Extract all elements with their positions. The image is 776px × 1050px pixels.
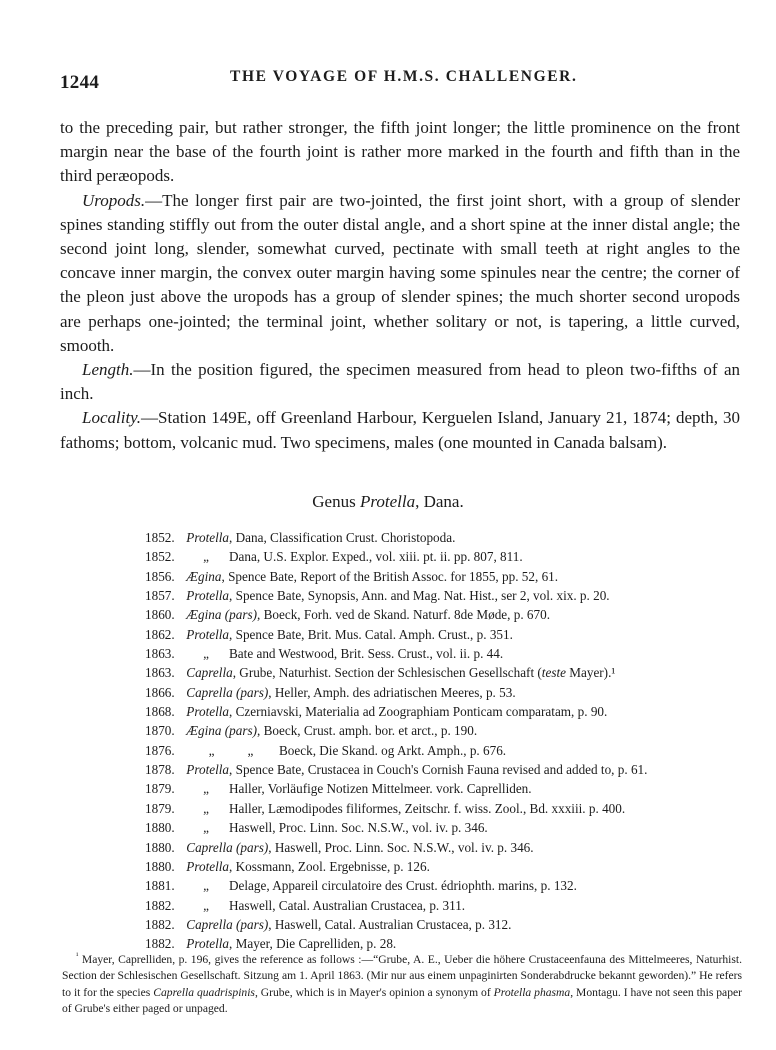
synonymy-year: 1857. [145,588,175,604]
synonymy-year: 1863. [145,646,175,662]
footnote-text [62,948,742,1017]
synonymy-entry [145,702,745,721]
synonymy-year: 1878. [145,762,175,778]
synonymy-text: , Kossmann, Zool. Ergebnisse, p. 126. [229,858,430,874]
synonymy-text: , Grube, Naturhist. Section der Schlesischen Gesellschaft ( [232,665,542,681]
synonymy-citation [229,644,503,663]
synonymy-citation [229,876,577,895]
synonymy-text: , Spence Bate, Synopsis, Ann. and Mag. Nat. Hist., ser 2, vol. xix. p. 20. [229,588,610,604]
synonymy-entry [145,818,745,837]
synonymy-citation [229,799,625,818]
synonymy-entry [145,547,745,566]
synonymy-entry [145,721,745,740]
footnote-marker: ¹ [76,951,79,960]
footnote-species-2: Protella phasma [493,985,571,999]
synonymy-entry [145,857,745,876]
synonymy-year: 1879. [145,800,175,816]
synonymy-year: 1866. [145,684,175,700]
synonymy-citation [183,625,513,644]
synonymy-year: 1868. [145,704,175,720]
uropods-text: —The longer first pair are two-jointed, the first joint short, with a group of slender spines standing stiffly out from the outer distal angle, and a short spine at the inner distal angle; the second joint long, slender, somewhat curved, pectinate with small teeth at right angles to the concave inner margin, the convex outer margin having some spinules near the centre; the corner of the pleon just above the uropods has a group of slender spines; the much shorter second uropods are perhaps one-jointed; the terminal joint, whether solitary or not, is tapering, a little curved, smooth. [60,190,740,355]
synonymy-citation [183,528,455,547]
synonymy-year: 1879. [145,781,175,797]
synonymy-citation [229,818,488,837]
synonymy-citation [229,779,532,798]
ditto-mark: „ [203,800,209,816]
genus-name: Protella [359,492,416,511]
synonymy-text: , Spence Bate, Crustacea in Couch's Cornish Fauna revised and added to, p. 61. [229,762,648,778]
synonymy-year: 1882. [145,897,175,913]
synonymy-citation [229,547,523,566]
synonymy-genus: Protella [186,530,230,545]
synonymy-list [145,528,745,954]
synonymy-entry [145,760,745,779]
synonymy-text: Bate and Westwood, Brit. Sess. Crust., vol. ii. p. 44. [229,646,504,662]
synonymy-entry [145,605,745,624]
synonymy-genus: Protella [186,588,230,604]
synonymy-text: Dana, U.S. Explor. Exped., vol. xiii. pt. ii. pp. 807, 811. [229,549,523,565]
locality-text: —Station 149E, off Greenland Harbour, Kerguelen Island, January 21, 1874; depth, 30 fathoms; bottom, volcanic mud. Two specimens, males (one mounted in Canada balsam). [60,408,740,452]
footnote [62,948,742,1017]
synonymy-genus: Ægina [186,568,222,584]
ditto-mark: „ [203,781,209,797]
uropods-label: Uropods. [82,190,146,210]
synonymy-citation [183,721,477,740]
synonymy-genus: Ægina (pars) [186,607,257,623]
synonymy-entry [145,663,745,682]
synonymy-citation [183,567,558,586]
synonymy-entry [145,528,745,547]
synonymy-text: , Haswell, Proc. Linn. Soc. N.S.W., vol. iv. p. 346. [268,839,534,855]
synonymy-citation [183,702,607,721]
synonymy-entry [145,896,745,915]
synonymy-year: 1880. [145,820,175,836]
ditto-mark: „ [203,646,209,662]
synonymy-teste: teste [541,665,566,681]
synonymy-genus: Caprella [186,665,233,681]
synonymy-genus: Protella [186,704,230,720]
synonymy-entry [145,838,745,857]
running-head: THE VOYAGE OF H.M.S. CHALLENGER. [230,68,578,85]
synonymy-entry [145,741,745,760]
synonymy-year: 1860. [145,607,175,623]
synonymy-entry [145,876,745,895]
synonymy-text: , Dana, Classification Crust. Choristopoda. [229,530,456,545]
synonymy-entry [145,799,745,818]
paragraph-length [60,358,740,406]
paragraph-continued: to the preceding pair, but rather stronger, the fifth joint longer; the little prominence on the front margin near the base of the fourth joint is rather more marked in the fourth and fifth than in the third peræopods. [60,118,740,186]
page-header [60,68,740,96]
synonymy-entry [145,644,745,663]
length-text: —In the position figured, the specimen measured from head to pleon two-fifths of an inch. [60,360,740,404]
synonymy-citation [183,760,647,779]
genus-authority: , Dana. [415,492,464,511]
synonymy-citation [183,838,534,857]
synonymy-genus: Protella [186,762,230,778]
synonymy-citation [183,605,550,624]
synonymy-genus: Caprella (pars) [186,684,269,700]
synonymy-entry [145,567,745,586]
synonymy-text: , Spence Bate, Report of the British Assoc. for 1855, pp. 52, 61. [221,568,559,584]
synonymy-genus: Protella [186,858,230,874]
synonymy-text: , Spence Bate, Brit. Mus. Catal. Amph. Crust., p. 351. [229,626,513,642]
genus-prefix: Genus [312,492,356,511]
ditto-mark: „ [203,878,209,894]
synonymy-year: 1852. [145,530,175,545]
synonymy-year: 1881. [145,878,175,894]
footnote-part-3: , Montagu. I have not seen this paper of Grube's either paged or unpaged. [62,985,742,1016]
synonymy-entry [145,683,745,702]
synonymy-text: , Boeck, Crust. amph. bor. et arct., p. 190. [257,723,478,739]
synonymy-year: 1856. [145,568,175,584]
synonymy-text: , Heller, Amph. des adriatischen Meeres, p. 53. [268,684,516,700]
synonymy-entry [145,915,745,934]
footnote-species-1: Caprella quadrispinis [153,985,255,999]
synonymy-text: Haller, Vorläufige Notizen Mittelmeer. vork. Caprelliden. [229,781,532,797]
synonymy-entry [145,586,745,605]
synonymy-text: Boeck, Die Skand. og Arkt. Amph., p. 676. [279,742,507,758]
synonymy-citation [183,586,610,605]
synonymy-entry [145,779,745,798]
synonymy-text: , Haswell, Catal. Australian Crustacea, p. 312. [268,916,512,932]
synonymy-year: 1876. [145,742,175,758]
synonymy-text: Haller, Læmodipodes filiformes, Zeitschr. f. wiss. Zool., Bd. xxxiii. p. 400. [229,800,626,816]
ditto-mark: „ [203,820,209,836]
synonymy-genus: Protella [186,626,230,642]
synonymy-citation [183,915,511,934]
synonymy-year: 1870. [145,723,175,739]
ditto-mark: „ [203,549,209,565]
synonymy-citation [183,663,615,682]
synonymy-entry [145,625,745,644]
synonymy-year: 1882. [145,916,175,932]
body-text [60,116,740,455]
synonymy-year: 1880. [145,858,175,874]
synonymy-year: 1852. [145,549,175,565]
synonymy-year: 1882. [145,936,175,952]
genus-heading [0,492,776,512]
synonymy-text: , Mayer, Die Caprelliden, p. 28. [229,936,397,952]
synonymy-text: Haswell, Catal. Australian Crustacea, p. 311. [229,897,466,913]
locality-label: Locality. [82,408,142,428]
length-label: Length. [82,360,134,380]
synonymy-year: 1862. [145,626,175,642]
synonymy-citation [183,683,516,702]
synonymy-citation [279,741,506,760]
synonymy-genus: Caprella (pars) [186,839,269,855]
synonymy-genus: Protella [186,936,230,952]
synonymy-year: 1863. [145,665,175,681]
synonymy-citation [229,896,465,915]
ditto-mark: „ [203,897,209,913]
ditto-mark: „ „ [208,742,254,758]
synonymy-text: Haswell, Proc. Linn. Soc. N.S.W., vol. iv. p. 346. [229,820,488,836]
synonymy-text-after: Mayer).¹ [565,665,616,681]
synonymy-year: 1880. [145,839,175,855]
synonymy-text: , Czerniavski, Materialia ad Zoographiam Ponticam comparatam, p. 90. [229,704,608,720]
synonymy-genus: Caprella (pars) [186,916,269,932]
page-number: 1244 [60,72,100,93]
synonymy-citation [183,857,430,876]
footnote-part-1: Mayer, Caprelliden, p. 196, gives the reference as follows :—“Grube, A. E., Ueber die höhere Crustaceenfauna des Mittelmeeres, Naturhist. Section der Schlesischen Gesellschaft. Sitzung am 1. April 1863. (Mir nur aus einem unpaginirten Sonderabdrucke bekannt geworden).” He refers to it for the species [62,952,742,999]
synonymy-text: Delage, Appareil circulatoire des Crust. édriophth. marins, p. 132. [229,878,577,894]
synonymy-text: , Boeck, Forh. ved de Skand. Naturf. 8de Møde, p. 670. [257,607,551,623]
paragraph-locality [60,406,740,454]
paragraph-uropods [60,189,740,358]
synonymy-genus: Ægina (pars) [186,723,257,739]
footnote-part-2: , Grube, which is in Mayer's opinion a synonym of [254,985,494,999]
